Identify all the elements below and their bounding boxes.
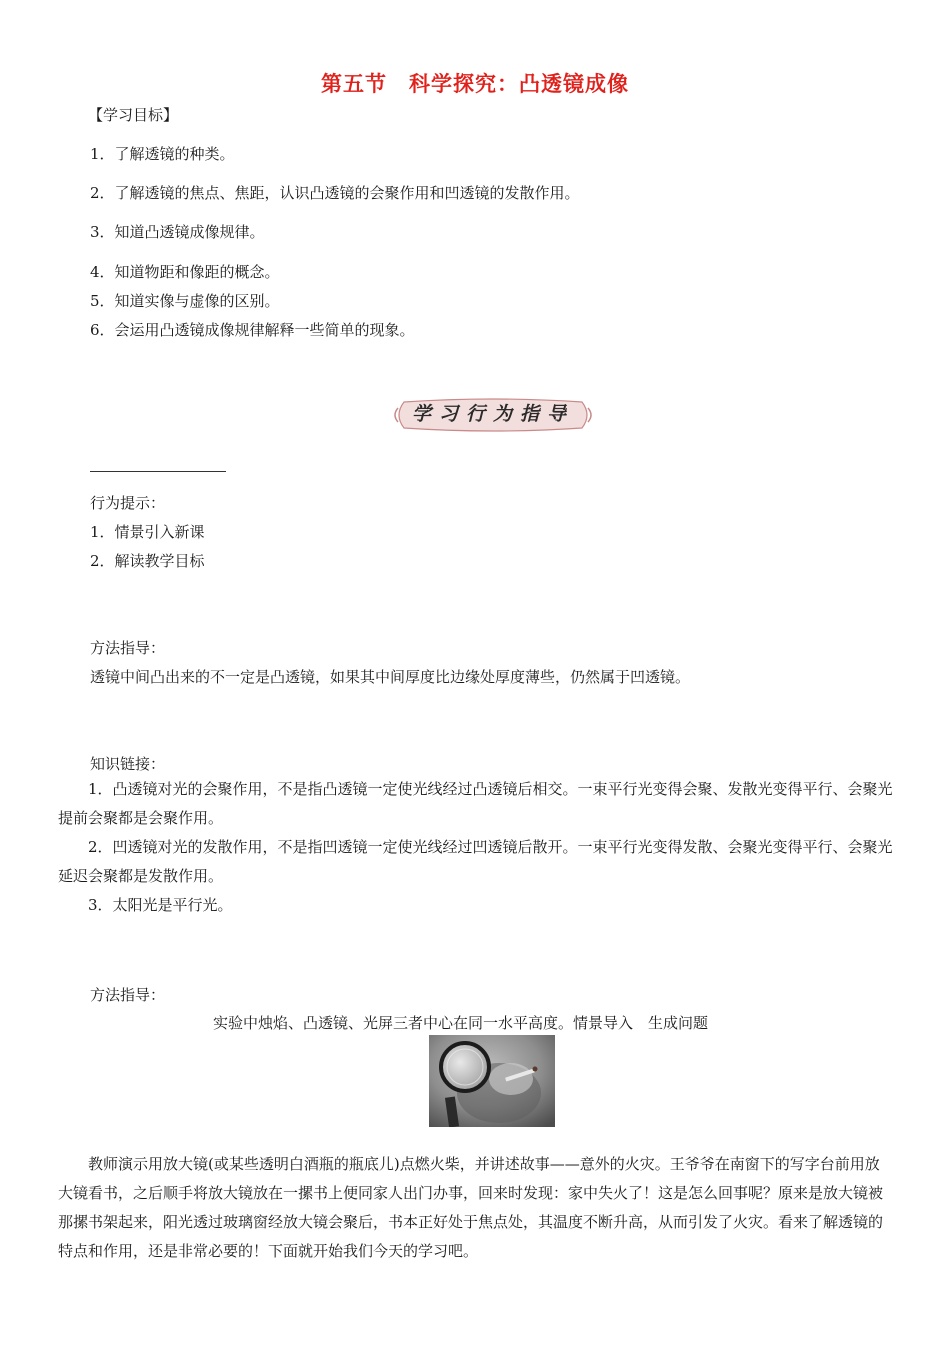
answer-blank-line [90,471,226,472]
knowledge-label: 知识链接： [90,755,166,773]
knowledge-list [58,775,894,920]
objective-item: 6．会运用凸透镜成像规律解释一些简单的现象。 [90,321,415,339]
banner-title: 学习行为指导 [411,403,574,425]
objectives-heading: 【学习目标】 [88,106,179,124]
method-text: 透镜中间凸出来的不一定是凸透镜，如果其中间厚度比边缘处厚度薄些，仍然属于凹透镜。 [90,668,691,686]
page-title: 第五节 科学探究：凸透镜成像 [321,72,629,96]
behavior-item: 2．解读教学目标 [90,552,205,570]
story-paragraph [58,1150,894,1266]
knowledge-item: 2．凹透镜对光的发散作用，不是指凹透镜一定使光线经过凹透镜后散开。一束平行光变得发散、会聚光变得平行、会聚光延迟会聚都是发散作用。 [58,838,893,885]
objective-item: 3．知道凸透镜成像规律。 [90,223,265,241]
magnifying-glass-photo [429,1035,555,1127]
objective-item: 4．知道物距和像距的概念。 [90,263,280,281]
knowledge-item: 3．太阳光是平行光。 [88,896,233,914]
objective-item: 1．了解透镜的种类。 [90,145,235,163]
story-text: 教师演示用放大镜(或某些透明白酒瓶的瓶底儿)点燃火柴，并讲述故事——意外的火灾。王爷爷在南窗下的写字台前用放大镜看书，之后顺手将放大镜放在一摞书上便同家人出门办事，回来时发现：家中失火了！这是怎么回事呢？原来是放大镜被那摞书架起来，阳光透过玻璃窗经放大镜会聚后，书本正好处于焦点处，其温度不断升高，从而引发了火灾。看来了解透镜的特点和作用，还是非常必要的！下面就开始我们今天的学习吧。 [58,1155,884,1260]
section-banner [394,398,592,432]
behavior-label: 行为提示： [90,494,166,512]
behavior-item: 1．情景引入新课 [90,523,205,541]
method-label: 方法指导： [90,986,166,1004]
method-text: 实验中烛焰、凸透镜、光屏三者中心在同一水平高度。情景导入 生成问题 [213,1014,709,1032]
method-label: 方法指导： [90,639,166,657]
objective-item: 2．了解透镜的焦点、焦距，认识凸透镜的会聚作用和凹透镜的发散作用。 [90,184,580,202]
knowledge-item: 1．凸透镜对光的会聚作用，不是指凸透镜一定使光线经过凸透镜后相交。一束平行光变得会聚、发散光变得平行、会聚光提前会聚都是会聚作用。 [58,780,893,827]
objective-item: 5．知道实像与虚像的区别。 [90,292,280,310]
